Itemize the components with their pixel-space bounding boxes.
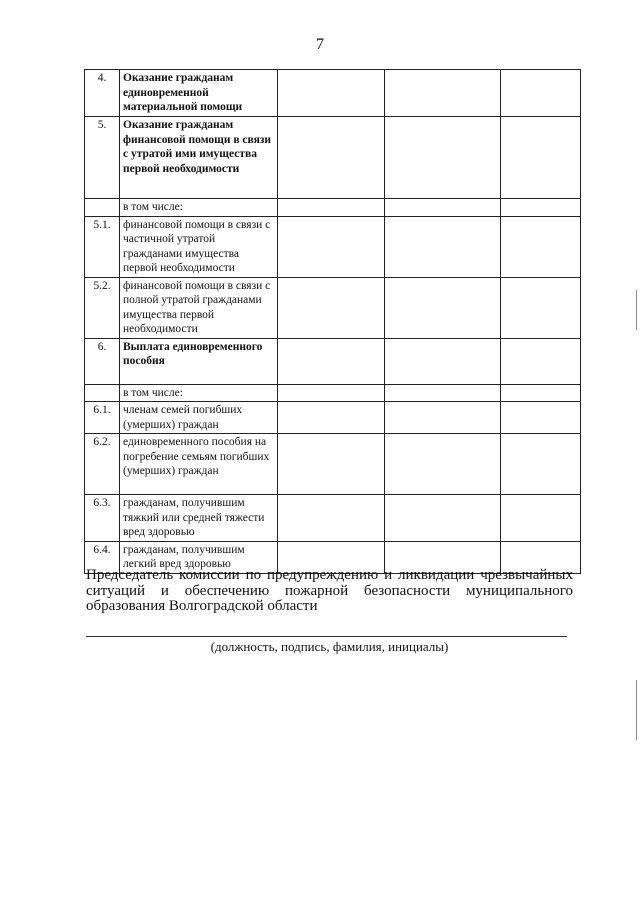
- empty-cell: [278, 434, 385, 495]
- signature-caption: (должность, подпись, фамилия, инициалы): [210, 639, 449, 654]
- row-number: 5.2.: [85, 277, 120, 338]
- row-title: финансовой помощи в связи с частичной утратой гражданами имущества первой необходимости: [120, 216, 278, 277]
- empty-cell: [501, 434, 581, 495]
- row-number: 5.: [85, 117, 120, 199]
- empty-cell: [385, 338, 501, 384]
- empty-cell: [278, 199, 385, 217]
- empty-cell: [278, 70, 385, 117]
- empty-cell: [278, 338, 385, 384]
- row-title: гражданам, получившим легкий вред здоровью: [120, 541, 278, 573]
- scan-edge-mark: [636, 290, 637, 330]
- assistance-table: [84, 69, 581, 574]
- table-row: [85, 495, 581, 542]
- empty-cell: [501, 117, 581, 199]
- row-title: в том числе:: [120, 199, 278, 217]
- row-number: [85, 384, 120, 402]
- empty-cell: [278, 117, 385, 199]
- table-row: [85, 402, 581, 434]
- row-title: единовременного пособия на погребение семьям погибших (умерших) граждан: [120, 434, 278, 495]
- row-number: [85, 199, 120, 217]
- empty-cell: [501, 277, 581, 338]
- row-title: Выплата единовременного пособия: [120, 338, 278, 384]
- table-row: [85, 338, 581, 384]
- empty-cell: [278, 216, 385, 277]
- empty-cell: [385, 402, 501, 434]
- empty-cell: [278, 402, 385, 434]
- empty-cell: [385, 277, 501, 338]
- table-row: [85, 277, 581, 338]
- empty-cell: [501, 216, 581, 277]
- empty-cell: [385, 434, 501, 495]
- table-row: [85, 434, 581, 495]
- empty-cell: [385, 117, 501, 199]
- table-row: [85, 384, 581, 402]
- empty-cell: [385, 216, 501, 277]
- row-title: Оказание гражданам финансовой помощи в связи с утратой ими имущества первой необходимости: [120, 117, 278, 199]
- row-title: членам семей погибших (умерших) граждан: [120, 402, 278, 434]
- row-title: финансовой помощи в связи с полной утратой гражданами имущества первой необходимости: [120, 277, 278, 338]
- row-number: 5.1.: [85, 216, 120, 277]
- page-number: 7: [316, 36, 324, 53]
- empty-cell: [278, 495, 385, 542]
- empty-cell: [501, 70, 581, 117]
- empty-cell: [385, 384, 501, 402]
- empty-cell: [385, 495, 501, 542]
- table-body: [85, 70, 581, 574]
- row-number: 6.4.: [85, 541, 120, 573]
- row-number: 6.1.: [85, 402, 120, 434]
- row-number: 4.: [85, 70, 120, 117]
- empty-cell: [278, 384, 385, 402]
- empty-cell: [501, 402, 581, 434]
- row-title: в том числе:: [120, 384, 278, 402]
- empty-cell: [501, 495, 581, 542]
- signature-line: [86, 636, 567, 637]
- table-row: [85, 199, 581, 217]
- table-row: [85, 70, 581, 117]
- scan-edge-mark: [636, 680, 637, 740]
- empty-cell: [501, 199, 581, 217]
- empty-cell: [278, 277, 385, 338]
- table-row: [85, 117, 581, 199]
- chairman-text: Председатель комиссии по предупреждению и ликвидации чрезвычайных ситуаций и обеспечению пожарной безопасности муниципального образования Волгоградской области: [86, 567, 573, 614]
- row-number: 6.2.: [85, 434, 120, 495]
- empty-cell: [501, 338, 581, 384]
- table-row: [85, 216, 581, 277]
- empty-cell: [501, 384, 581, 402]
- row-number: 6.: [85, 338, 120, 384]
- row-title: гражданам, получившим тяжкий или средней тяжести вред здоровью: [120, 495, 278, 542]
- row-title: Оказание гражданам единовременной материальной помощи: [120, 70, 278, 117]
- empty-cell: [385, 199, 501, 217]
- row-number: 6.3.: [85, 495, 120, 542]
- empty-cell: [385, 70, 501, 117]
